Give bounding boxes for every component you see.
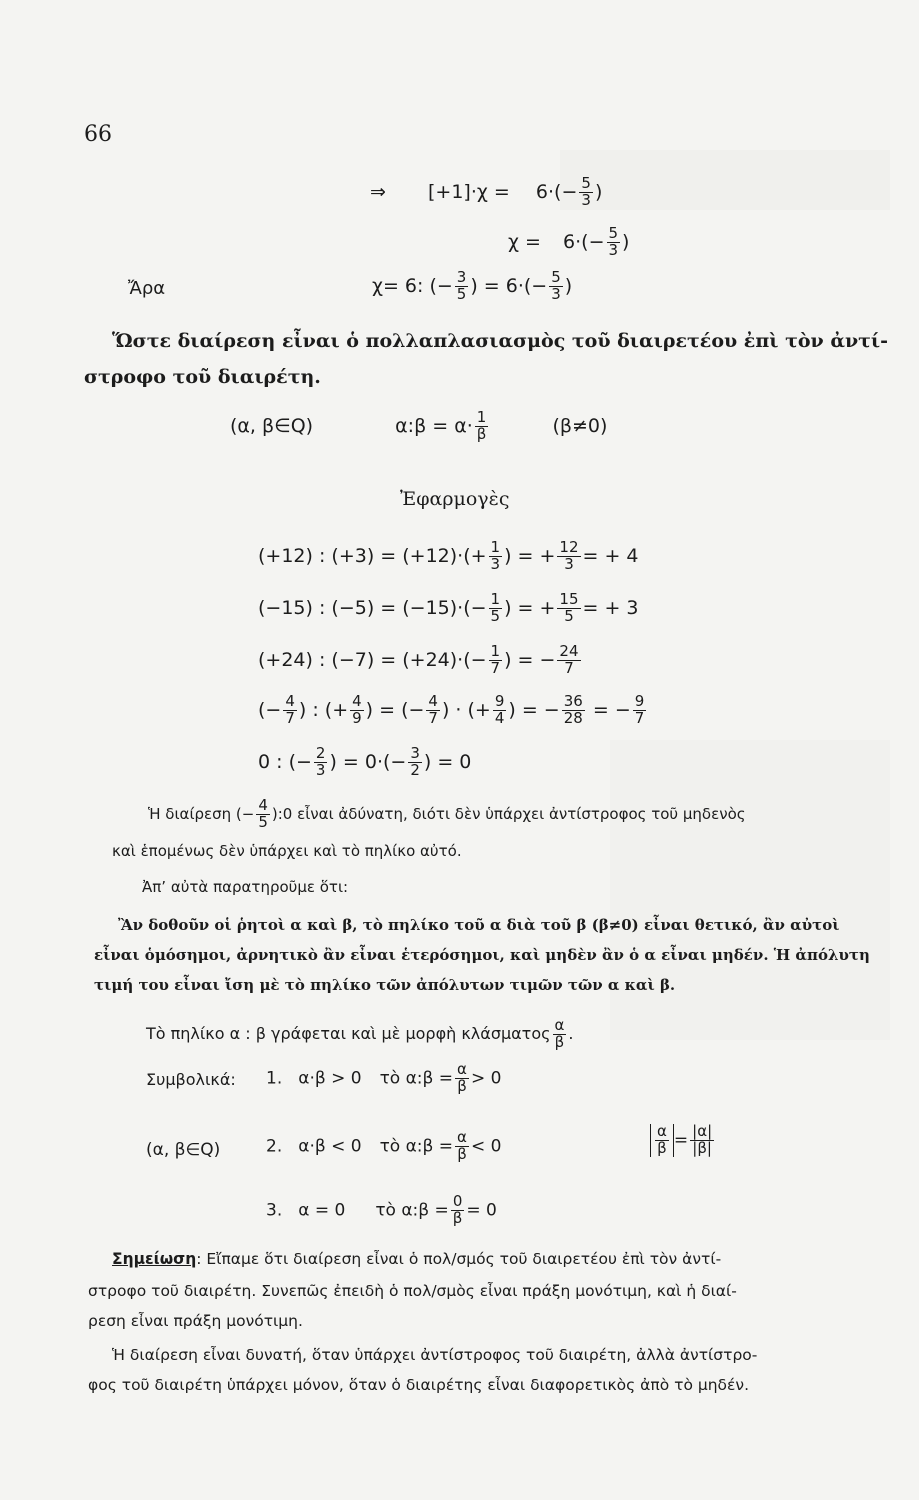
fraction: $\frac{1}{5}$	[490, 590, 501, 625]
conclusion-line-2: στροφο τοῦ διαιρέτη.	[84, 366, 321, 388]
fraction: $\frac{\alpha}{\beta}$	[457, 1060, 467, 1095]
fraction: $\frac{0}{\beta}$	[452, 1192, 463, 1227]
note-label: Σημείωση	[112, 1250, 197, 1268]
impossible-division-line-1: Ἡ διαίρεση (− $\frac{4}{5}$ ):0 εἶναι ἀδύνατη, διότι δὲν ὑπάρχει ἀντίστροφος τοῦ μηδενὸς	[148, 796, 746, 831]
example-5: 0 : (− $\frac{2}{3}$ ) = 0·(− $\frac{3}{2}$ ) = 0	[258, 744, 472, 779]
fraction: $\frac{|\alpha|}{|\beta|}$	[692, 1122, 713, 1157]
page-number: 66	[84, 122, 112, 147]
derivation-line-3-label: Ἄρα	[128, 278, 166, 299]
sign-rule-line-2: εἶναι ὁμόσημοι, ἀρνητικὸ ἂν εἶναι ἑτερόσημοι, καὶ μηδὲν ἂν ὁ α εἶναι μηδέν. Ἡ ἀπόλυτη	[94, 946, 870, 964]
fraction: $\frac{1}{3}$	[490, 538, 501, 573]
symbolic-label: Συμβολικά:	[146, 1070, 236, 1089]
fraction: $\frac{1}{\beta}$	[476, 408, 487, 443]
example-4: (− $\frac{4}{7}$ ) : (+ $\frac{4}{9}$ ) = (− $\frac{4}{7}$ ) · (+ $\frac{9}{4}$ ) = − $\frac{36}{28}$ = − $\frac{9}{7}$	[258, 692, 645, 727]
rule-set: (α, β∈Q)	[230, 414, 314, 437]
fraction: $\frac{15}{5}$	[559, 590, 579, 625]
fraction: $\frac{4}{7}$	[428, 692, 438, 727]
fraction: $\frac{5}{3}$	[608, 224, 619, 259]
fraction: $\frac{4}{9}$	[352, 692, 362, 727]
symbolic-case-2: 2. α·β < 0 τὸ α:β = $\frac{\alpha}{\beta}$ < 0	[266, 1128, 502, 1163]
lhs: χ =	[508, 230, 541, 253]
fraction: $\frac{1}{7}$	[490, 642, 501, 677]
derivation-line-1: ⇒ [+1]·χ = 6·(− $\frac{5}{3}$ )	[370, 174, 603, 209]
derivation-line-3: χ= 6: (− $\frac{3}{5}$ ) = 6·(− $\frac{5}{3}$ )	[372, 268, 573, 303]
observation-line: Ἀπ’ αὐτὰ παρατηροῦμε ὅτι:	[142, 878, 349, 896]
rule-condition: (β≠0)	[552, 414, 608, 437]
symbolic-case-3: 3. α = 0 τὸ α:β = $\frac{0}{\beta}$ = 0	[266, 1192, 497, 1227]
fraction: $\frac{5}{3}$	[551, 268, 561, 303]
fraction: $\frac{2}{3}$	[315, 744, 326, 779]
fraction: $\frac{3}{2}$	[410, 744, 420, 779]
rhs-prefix: 6·(−	[535, 180, 578, 203]
note-line-2: στροφο τοῦ διαιρέτη. Συνεπῶς ἐπειδὴ ὁ πολ/σμὸς εἶναι πράξη μονότιμη, καὶ ἡ διαί-	[88, 1282, 737, 1300]
fraction: $\frac{\alpha}{\beta}$	[554, 1016, 565, 1051]
absolute-value-bars: $\frac{\alpha}{\beta}$	[650, 1124, 674, 1157]
example-3: (+24) : (−7) = (+24)·(− $\frac{1}{7}$ ) = − $\frac{24}{7}$	[258, 642, 579, 677]
sign-rule-line-1: Ἂν δοθοῦν οἱ ῥητοὶ α καὶ β, τὸ πηλίκο τοῦ α διὰ τοῦ β (β≠0) εἶναι θετικό, ἂν αὐτοὶ	[118, 916, 840, 934]
example-1: (+12) : (+3) = (+12)·(+ $\frac{1}{3}$ ) = + $\frac{12}{3}$ = + 4	[258, 538, 639, 573]
fraction: $\frac{4}{5}$	[258, 796, 268, 831]
fraction: $\frac{36}{28}$	[563, 692, 583, 727]
sign-rule-line-3: τιμή του εἶναι ἴση μὲ τὸ πηλίκο τῶν ἀπόλυτων τιμῶν τῶν α καὶ β.	[94, 976, 676, 994]
fraction: $\frac{12}{3}$	[559, 538, 579, 573]
rule-expression: α:β = α·	[395, 414, 473, 437]
division-rule	[230, 410, 607, 443]
fraction: $\frac{9}{7}$	[634, 692, 645, 727]
fraction: $\frac{3}{5}$	[456, 268, 467, 303]
bleed-through-shadow	[560, 150, 890, 210]
applications-heading: Ἐφαρμογὲς	[400, 488, 510, 510]
implies-symbol: ⇒	[370, 180, 386, 203]
lhs: [+1]·χ =	[428, 180, 510, 203]
fraction: $\frac{9}{4}$	[494, 692, 505, 727]
fraction: $\frac{4}{7}$	[285, 692, 295, 727]
example-2: (−15) : (−5) = (−15)·(− $\frac{1}{5}$ ) = + $\frac{15}{5}$ = + 3	[258, 590, 639, 625]
symbolic-case-1: 1. α·β > 0 τὸ α:β = $\frac{\alpha}{\beta}$ > 0	[266, 1060, 502, 1095]
impossible-division-line-2: καὶ ἑπομένως δὲν ὑπάρχει καὶ τὸ πηλίκο αὐτό.	[112, 842, 462, 860]
symbolic-set: (α, β∈Q)	[146, 1140, 221, 1160]
conclusion-line-1: Ὥστε διαίρεση εἶναι ὁ πολλαπλασιασμὸς τοῦ διαιρετέου ἐπὶ τὸν ἀντί-	[112, 330, 888, 352]
derivation-line-2: χ = 6·(− $\frac{5}{3}$ )	[508, 224, 630, 259]
fraction: $\frac{5}{3}$	[581, 174, 591, 209]
fraction-form-line: Τὸ πηλίκο α : β γράφεται καὶ μὲ μορφὴ κλάσματος $\frac{\alpha}{\beta}$ .	[146, 1016, 574, 1051]
rhs-prefix: 6·(−	[563, 230, 605, 253]
fraction: $\frac{24}{7}$	[559, 642, 579, 677]
fraction: $\frac{\alpha}{\beta}$	[457, 1128, 467, 1163]
absolute-value-identity: $\frac{\alpha}{\beta}$ = $\frac{|\alpha|}{|\beta|}$	[650, 1124, 716, 1157]
note-line-1: Σημείωση: Εἴπαμε ὅτι διαίρεση εἶναι ὁ πολ/σμός τοῦ διαιρετέου ἐπὶ τὸν ἀντί-	[112, 1250, 722, 1268]
final-line-1: Ἡ διαίρεση εἶναι δυνατή, ὅταν ὑπάρχει ἀντίστροφος τοῦ διαιρέτη, ἀλλὰ ἀντίστρο-	[112, 1346, 758, 1364]
note-line-3: ρεση εἶναι πράξη μονότιμη.	[88, 1312, 303, 1330]
final-line-2: φος τοῦ διαιρέτη ὑπάρχει μόνον, ὅταν ὁ διαιρέτης εἶναι διαφορετικὸς ἀπὸ τὸ μηδέν.	[88, 1376, 749, 1394]
